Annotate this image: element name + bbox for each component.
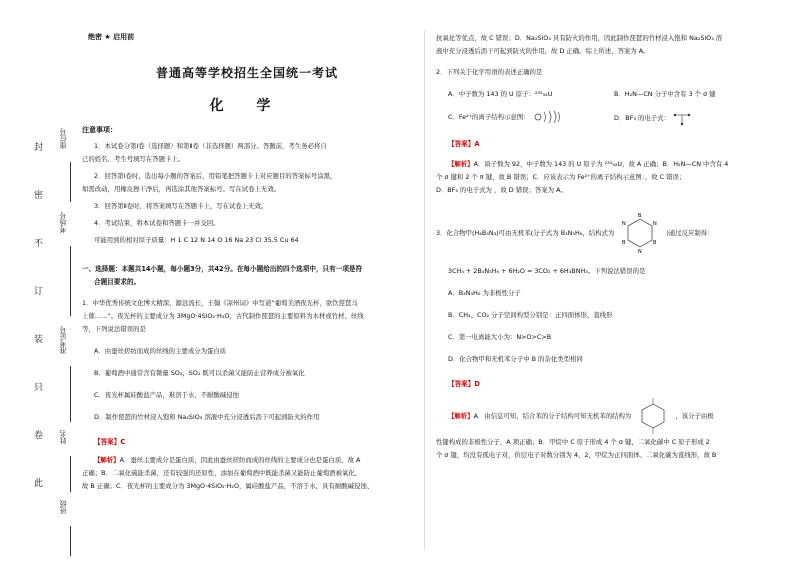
analysis-continued: 液中充分浸透后沥干可起到防火的作用，故 D 正确。综上所述，答案为 A。 xyxy=(436,47,650,55)
strip-char: 密 xyxy=(34,191,44,201)
svg-text:B: B xyxy=(638,213,642,219)
svg-text:N: N xyxy=(653,221,658,227)
analysis-text: A．质子数为 92，中子数为 143 的 U 原子为 ²³⁵₉₂U，故 A 正确；B．H₂N—CN 中含有 4 xyxy=(473,160,729,168)
right-column xyxy=(436,32,780,462)
notice-line: 如需改动，用橡皮擦干净后，再选涂其他答案标号。写在试卷上无效。 xyxy=(82,185,281,193)
name-label: 姓名 xyxy=(59,430,67,444)
question-2-analysis: D．BF₃ 的电子式为 ，故 D 错误；答案为 A。 xyxy=(436,186,567,194)
analysis-tag: 【解析】 xyxy=(448,160,474,168)
question-2-option-c xyxy=(448,110,614,126)
question-2-options-row-1 xyxy=(436,88,780,101)
strip-char: 不 xyxy=(34,239,44,249)
strip-char: 此 xyxy=(34,479,44,489)
question-1-stem: 等，下列说法错误的是 xyxy=(82,325,146,333)
question-3-stem xyxy=(436,211,780,255)
analysis-tag: 【解析】 xyxy=(94,456,120,464)
question-1-answer: 【答案】C xyxy=(94,438,126,446)
question-2-analysis: 个 σ 键和 2 个 π 键，故 B 错误；C．应该表示为 Fe²⁺的离子结构示意图：，故 C 错误； xyxy=(436,173,686,181)
exam-title: 普通高等学校招生全国统一考试 xyxy=(155,66,338,80)
left-column xyxy=(82,32,412,493)
notice-line: 3．回答第Ⅱ卷时，将答案填写在答题卡上，写在试卷上无效。 xyxy=(94,202,268,210)
question-3-answer: 【答案】D xyxy=(448,380,480,388)
question-2-options-row-2 xyxy=(436,110,780,126)
section-heading-line: 一、选择题：本题共14小题，每小题3分，共42分。在每小题给出的四个选项中，只有一项是符 xyxy=(82,265,363,273)
electron-formula-diagram xyxy=(672,110,692,126)
question-2-analysis xyxy=(436,158,780,171)
inorganic-benzene-structure-answer xyxy=(633,396,673,436)
secret-mark: 绝密 ★ 启用前 xyxy=(88,33,135,41)
question-3-option-c: C．第一电离能大小为：N>O>C>B xyxy=(448,333,552,341)
question-3-equation: 3CH₄ + 2B₃N₃H₆ + 6H₂O = 3CO₂ + 6H₃BNH₃。下列说法错误的是 xyxy=(448,267,646,275)
analysis-continued: 抗氧化等优点，故 C 错误；D．Na₂SiO₃ 具有防火的作用，因此制作琵琶的竹材浸入饱和 Na₂SiO₃ 溶 xyxy=(436,34,723,42)
question-3-stem-b: )通过反应制得： xyxy=(666,228,714,237)
option-c-text: C．Fe²⁺的离子结构示意图： xyxy=(448,113,530,121)
notice-heading: 注意事项： xyxy=(82,126,117,134)
class-label: 班级 xyxy=(59,500,67,514)
analysis-text: A．蚕丝主要成分是蛋白质，因此由蚕丝搓纺而成的丝线的主要成分也是蛋白质，故 A xyxy=(119,456,361,464)
svg-text:N: N xyxy=(622,221,627,227)
strip-char: 装 xyxy=(34,335,44,345)
inorganic-benzene-structure xyxy=(616,211,664,255)
section-heading-line: 合题目要求的。 xyxy=(94,278,141,286)
strip-char: 订 xyxy=(34,287,44,297)
question-3-option-b: B．CH₄、CO₂ 分子空间构型分别是：正四面体形、直线形 xyxy=(448,311,613,319)
name-line[interactable] xyxy=(70,456,71,492)
question-3-option-d: D．化合物甲和无机苯分子中 B 的杂化类型相同 xyxy=(448,355,583,363)
seat-number-line[interactable] xyxy=(70,162,71,202)
subject-title: 化 学 xyxy=(209,98,285,114)
analysis-tag: 【解析】 xyxy=(448,411,474,420)
notice-line: 己的姓名、考生号填写在答题卡上。 xyxy=(82,155,185,163)
question-3-option-a: A．B₃N₃H₆ 为非极性分子 xyxy=(448,289,521,297)
class-line[interactable] xyxy=(70,526,71,556)
question-1-analysis: 正确；B．二氧化硫能杀菌，还有较强的还原性，添加在葡萄酒中既能杀菌又能防止葡萄酒被氧化， xyxy=(82,469,362,477)
question-1-analysis xyxy=(82,454,412,467)
question-1-analysis: 故 B 正确；C．夜光杯的主要成分为 3MgO·4SiO₂·H₂O，属硅酸盐产品，不溶于水，具有耐酸碱侵蚀、 xyxy=(82,482,374,490)
svg-text:N: N xyxy=(638,249,643,255)
question-2-stem: 2．下列关于化学用语的表述正确的是 xyxy=(436,68,543,76)
question-3-analysis xyxy=(436,396,780,436)
notice-line: 2．回答第Ⅰ卷时，选出每小题的答案后，用铅笔把答题卡上对应题目的答案标号涂黑， xyxy=(94,172,337,180)
question-1-stem: 上催……”。夜光杯的主要成分为 3MgO·4SiO₂·H₂O，古代制作琵琶的主要原料为木材或竹材、丝线 xyxy=(82,312,364,320)
admission-number-label: 准考证号 xyxy=(59,326,67,354)
analysis-text-cont: ，该分子由极 xyxy=(675,411,714,420)
seat-number-label: 座位号 xyxy=(59,128,67,149)
notice-line: 4．考试结束，将本试卷和答题卡一并交回。 xyxy=(94,219,220,227)
question-3-analysis: 个 σ 键，均没有孤电子对，价层电子对数分别为 4、2，甲烷为正四面体、二氧化碳为直线形，故 B xyxy=(436,451,717,459)
section-heading xyxy=(82,263,412,289)
ion-structure-diagram xyxy=(532,110,562,124)
room-number-label: 考场号 xyxy=(59,212,67,233)
question-2-option-a: A．中子数为 143 的 U 原子：²³⁵₉₂U xyxy=(448,90,553,98)
question-3-stem-a: 3．化合物甲(H₆B₃N₃)可由无机苯(分子式为 B₃N₃H₆，结构式为 xyxy=(436,228,615,237)
question-2-answer: 【答案】A xyxy=(448,140,480,148)
question-1-option-c: C．夜光杯属硅酸盐产品，难溶于水，不耐酸碱侵蚀 xyxy=(94,391,240,399)
question-2-option-d xyxy=(614,110,780,126)
svg-text:B: B xyxy=(622,240,626,246)
svg-text:B: B xyxy=(653,240,657,246)
question-3-analysis: 性键构成的非极性分子，A 项正确；B．甲烷中 C 原子形成 4 个 σ 键，二氧化碳中 C 原子形成 2 xyxy=(436,438,710,446)
strip-char: 只 xyxy=(34,383,44,393)
option-d-text: D．BF₃ 的电子式： xyxy=(614,114,670,122)
binding-strip xyxy=(0,0,80,562)
strip-char: 卷 xyxy=(34,431,44,441)
notice-line: 1．本试卷分第Ⅰ卷（选择题）和第Ⅱ卷（非选择题）两部分。答题前，考生务必将自 xyxy=(94,142,327,150)
question-2-option-b: B．H₂N—CN 分子中含有 3 个 σ 键 xyxy=(614,90,716,98)
relative-atomic-mass: 可能用到的相对原子质量：H 1 C 12 N 14 O 16 Na 23 Cl 35.5 Cu 64 xyxy=(94,236,299,244)
question-1-option-b: B．葡萄酒中通常含有微量 SO₂，SO₂ 既可以杀菌又能防止营养成分被氧化 xyxy=(94,369,305,377)
question-1-option-d: D．制作琵琶的竹材浸入饱和 Na₂SiO₃ 溶液中充分浸透后沥干可起到防火的作用 xyxy=(94,413,320,421)
admission-number-line[interactable] xyxy=(70,366,71,422)
question-1-stem: 1．中华优秀传统文化博大精深、源远流长，王翰《凉州词》中写道“葡萄美酒夜光杯，欲饮琵琶马 xyxy=(82,299,358,307)
room-number-line[interactable] xyxy=(70,246,71,316)
question-1-option-a: A．由蚕丝搓纺而成的丝线的主要成分为蛋白质 xyxy=(94,347,227,355)
strip-char: 封 xyxy=(34,143,44,153)
analysis-text: A．由信息可知，结合苯的分子结构可知无机苯的结构为 xyxy=(473,411,632,420)
column-divider xyxy=(424,30,425,550)
